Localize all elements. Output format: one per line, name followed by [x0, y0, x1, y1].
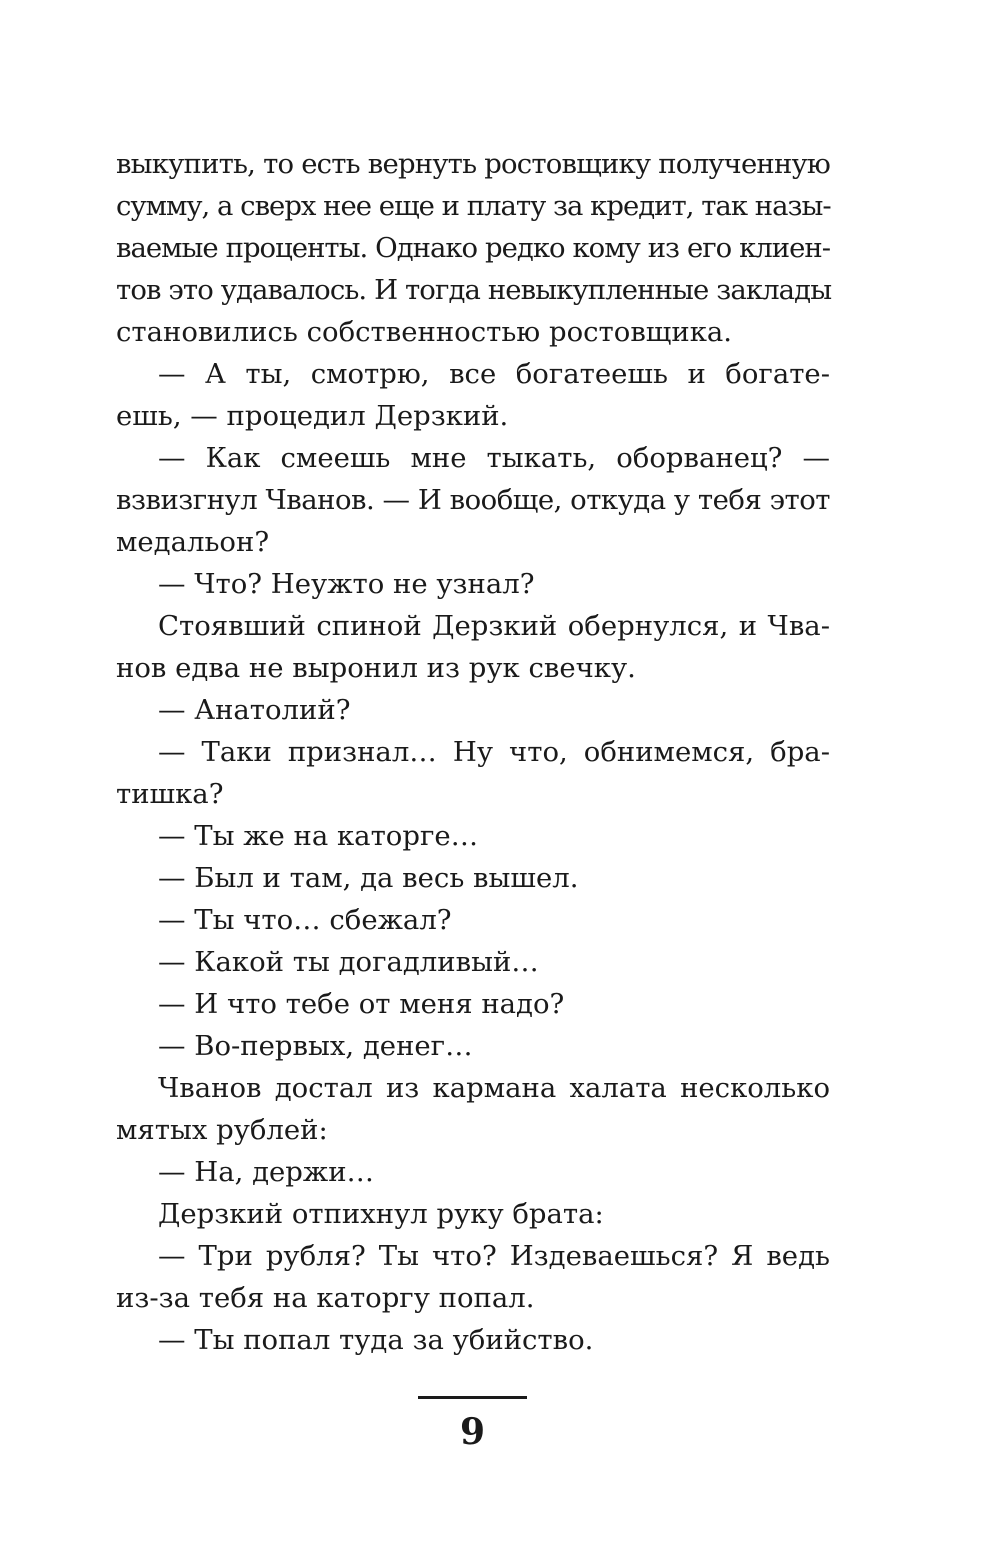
text-line: — Анатолий? — [158, 694, 351, 726]
page-number-rule — [418, 1396, 527, 1399]
text-line: ешь, — процедил Дерзкий. — [116, 400, 509, 432]
text-line: медальон? — [116, 526, 270, 558]
text-line: — Ты попал туда за убийство. — [158, 1324, 594, 1356]
text-line: нов едва не выронил из рук свечку. — [116, 652, 636, 684]
text-line: — Как смеешь мне тыкать, оборванец? — — [158, 442, 830, 474]
text-line: — Ты что… сбежал? — [158, 904, 452, 936]
text-line: — Три рубля? Ты что? Издеваешься? Я ведь — [158, 1240, 830, 1272]
text-line: из-за тебя на каторгу попал. — [116, 1282, 535, 1314]
page-number: 9 — [459, 1411, 486, 1453]
text-line: — А ты, смотрю, все богатеешь и богате- — [158, 358, 830, 390]
text-line: — Что? Неужто не узнал? — [158, 568, 535, 600]
text-line: тишка? — [116, 778, 224, 810]
text-line: тов это удавалось. И тогда невыкупленные заклады — [116, 274, 832, 306]
text-line: — И что тебе от меня надо? — [158, 988, 565, 1020]
text-line: — На, держи… — [158, 1156, 375, 1188]
page-body-text — [116, 143, 830, 1361]
text-line: ваемые проценты. Однако редко кому из его клиен- — [116, 232, 830, 264]
text-line: — Во-первых, денег… — [158, 1030, 473, 1062]
text-line: — Ты же на каторге… — [158, 820, 479, 852]
text-line: Дерзкий отпихнул руку брата: — [158, 1198, 604, 1230]
text-line: мятых рублей: — [116, 1114, 328, 1146]
text-line: — Таки признал… Ну что, обнимемся, бра- — [158, 736, 830, 768]
text-line: Чванов достал из кармана халата несколько — [158, 1072, 830, 1104]
text-line: становились собственностью ростовщика. — [116, 316, 733, 348]
text-line: — Был и там, да весь вышел. — [158, 862, 579, 894]
text-line: сумму, а сверх нее еще и плату за кредит, так назы- — [116, 190, 831, 222]
text-line: Стоявший спиной Дерзкий обернулся, и Чва- — [158, 610, 830, 642]
text-line: выкупить, то есть вернуть ростовщику полученную — [116, 148, 830, 180]
text-line: взвизгнул Чванов. — И вообще, откуда у тебя этот — [116, 484, 830, 516]
text-line: — Какой ты догадливый… — [158, 946, 539, 978]
